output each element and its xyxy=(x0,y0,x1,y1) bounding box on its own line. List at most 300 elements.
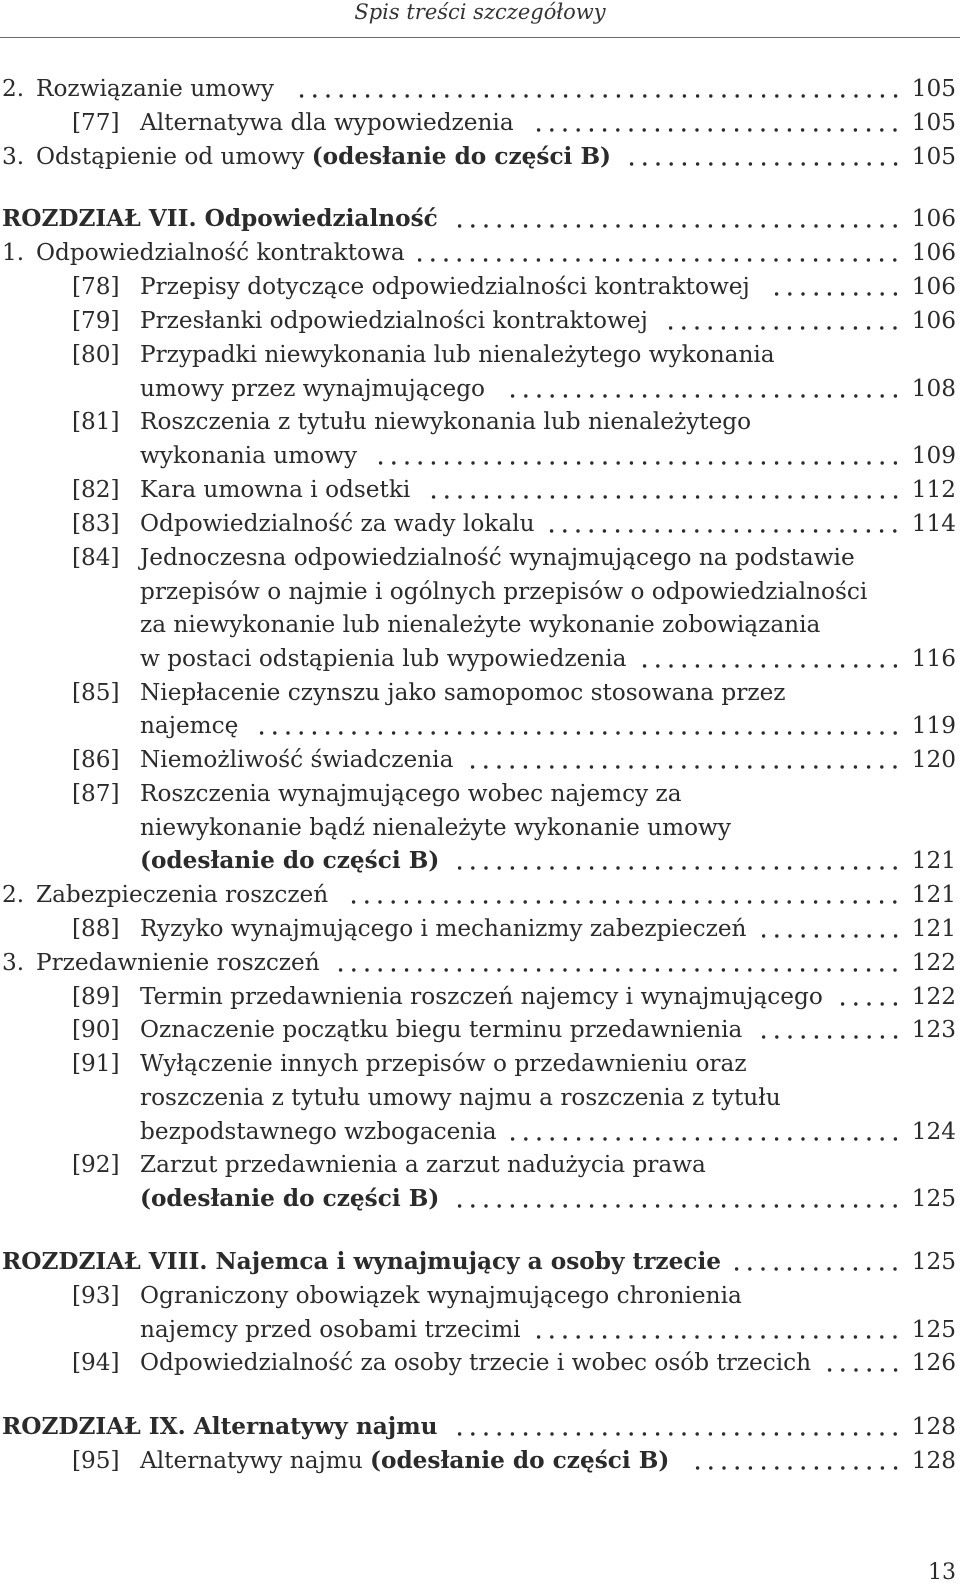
leader-dot xyxy=(563,258,566,261)
leader-dot xyxy=(761,1035,764,1038)
leader-dot xyxy=(827,292,830,295)
leader-dot xyxy=(827,1035,830,1038)
leader-dot xyxy=(471,731,474,734)
leader-dot xyxy=(497,1204,500,1207)
leader-dot xyxy=(682,968,685,971)
leader-dot xyxy=(775,1137,778,1140)
leader-dot xyxy=(841,394,844,397)
leader-dot xyxy=(445,258,448,261)
leader-dot xyxy=(788,1035,791,1038)
leader-dot xyxy=(854,1137,857,1140)
leader-dot xyxy=(629,968,632,971)
leader-dot xyxy=(788,765,791,768)
leader-dot xyxy=(511,224,514,227)
leader-dot xyxy=(616,1432,619,1435)
leader-dot xyxy=(709,1432,712,1435)
leader-dot xyxy=(550,1432,553,1435)
toc-entry-title-part: Wyłączenie innych przepisów o przedawnieniu oraz xyxy=(140,1050,747,1077)
leader-dot xyxy=(682,394,685,397)
toc-entry-page: 125 xyxy=(911,1248,956,1275)
leader-dot xyxy=(827,258,830,261)
leader-dot xyxy=(827,765,830,768)
leader-dot xyxy=(669,461,672,464)
leader-dot xyxy=(893,900,896,903)
leader-dot xyxy=(577,394,580,397)
leader-dot xyxy=(352,968,355,971)
leader-dot xyxy=(484,224,487,227)
leader-dot xyxy=(484,94,487,97)
toc-entry-title xyxy=(140,1346,811,1380)
leader-dot xyxy=(761,128,764,131)
leader-dot xyxy=(814,461,817,464)
leader-dot xyxy=(656,495,659,498)
leader-dot xyxy=(563,765,566,768)
leader-dot xyxy=(788,1432,791,1435)
leader-dot xyxy=(841,224,844,227)
leader-dot xyxy=(841,128,844,131)
leader-dot xyxy=(748,1432,751,1435)
leader-dot xyxy=(709,765,712,768)
toc-entry-title-part: Rozwiązanie umowy xyxy=(36,75,275,102)
leader-dot xyxy=(880,394,883,397)
leader-dot xyxy=(775,162,778,165)
toc-entry-title-part: niewykonanie bądź nienależyte wykonanie umowy xyxy=(140,814,732,841)
toc-entry-number: [95] xyxy=(72,1447,120,1474)
toc-entry-title-part: roszczenia z tytułu umowy najmu a roszczenia z tytułu xyxy=(140,1084,781,1111)
toc-entry-title xyxy=(2,202,438,236)
toc-entry-number: [88] xyxy=(72,915,120,942)
leader-dot xyxy=(590,731,593,734)
toc-entry-title xyxy=(140,912,747,946)
leader-dot xyxy=(656,258,659,261)
leader-dot xyxy=(735,1432,738,1435)
leader-dot xyxy=(748,394,751,397)
leader-dot xyxy=(854,94,857,97)
leader-dot xyxy=(880,1002,883,1005)
leader-dot xyxy=(656,461,659,464)
toc-entry xyxy=(0,1313,960,1347)
leader-dot xyxy=(841,1267,844,1270)
leader-dot xyxy=(775,529,778,532)
toc-entry-title-part: Zabezpieczenia roszczeń xyxy=(36,881,329,908)
toc-entry-title xyxy=(140,1148,706,1182)
toc-entry xyxy=(0,980,960,1014)
leader-dot xyxy=(722,900,725,903)
leader-dot xyxy=(854,394,857,397)
leader-dot xyxy=(841,1432,844,1435)
toc-entry xyxy=(0,1245,960,1279)
toc-entry-number: 2. xyxy=(2,881,25,908)
leader-dot xyxy=(431,731,434,734)
leader-dot xyxy=(616,1204,619,1207)
leader-dot xyxy=(880,1137,883,1140)
leader-dot xyxy=(511,258,514,261)
leader-dot xyxy=(775,224,778,227)
leader-dot xyxy=(524,900,527,903)
leader-dot xyxy=(761,1204,764,1207)
leader-dot xyxy=(841,765,844,768)
leader-dot xyxy=(814,1035,817,1038)
leader-dot xyxy=(735,94,738,97)
leader-dot xyxy=(827,934,830,937)
leader-dot xyxy=(682,1335,685,1338)
toc-entry xyxy=(0,912,960,946)
leader-dot xyxy=(735,461,738,464)
leader-dot xyxy=(537,495,540,498)
toc-entry-title-part: Alternatywy najmu xyxy=(140,1447,371,1474)
leader-dot xyxy=(577,94,580,97)
leader-dot xyxy=(629,1432,632,1435)
leader-dot xyxy=(788,394,791,397)
leader-dot xyxy=(550,128,553,131)
leader-dot xyxy=(669,664,672,667)
leader-dot xyxy=(273,731,276,734)
toc-entry-page: 123 xyxy=(911,1016,956,1043)
leader-dot xyxy=(405,94,408,97)
leader-dot xyxy=(643,1204,646,1207)
leader-dot xyxy=(814,529,817,532)
leader-dot xyxy=(709,529,712,532)
toc-entry-title-part: Odpowiedzialność za wady lokalu xyxy=(140,510,535,537)
toc-entry-title-part: wykonania umowy xyxy=(140,442,358,469)
leader-dot xyxy=(854,529,857,532)
leader-dot xyxy=(880,1466,883,1469)
toc-entry xyxy=(0,878,960,912)
leader-dot xyxy=(629,258,632,261)
leader-dot xyxy=(669,1335,672,1338)
leader-dot xyxy=(814,292,817,295)
toc-entry-title-part: Ryzyko wynajmującego i mechanizmy zabezpieczeń xyxy=(140,915,747,942)
leader-dot xyxy=(445,900,448,903)
leader-dot xyxy=(656,664,659,667)
leader-dot xyxy=(563,968,566,971)
toc-entry-page: 114 xyxy=(911,510,956,537)
toc-entry xyxy=(0,1444,960,1478)
leader-dot xyxy=(682,94,685,97)
leader-dot xyxy=(577,461,580,464)
leader-dot xyxy=(669,1137,672,1140)
leader-dot xyxy=(709,900,712,903)
leader-dot xyxy=(471,495,474,498)
leader-dot xyxy=(603,1204,606,1207)
leader-dot xyxy=(735,162,738,165)
toc-entry xyxy=(0,338,960,372)
toc-entry-page: 128 xyxy=(911,1447,956,1474)
leader-dot xyxy=(722,258,725,261)
leader-dot xyxy=(867,765,870,768)
leader-dot xyxy=(709,495,712,498)
leader-dot xyxy=(748,664,751,667)
leader-dot xyxy=(788,1335,791,1338)
leader-dot xyxy=(788,900,791,903)
leader-dot xyxy=(880,731,883,734)
leader-dot xyxy=(735,866,738,869)
leader-dot xyxy=(695,968,698,971)
leader-dot xyxy=(893,495,896,498)
leader-dot xyxy=(537,224,540,227)
leader-dot xyxy=(497,866,500,869)
leader-dot xyxy=(709,128,712,131)
leader-dot xyxy=(458,1432,461,1435)
leader-dot xyxy=(656,1137,659,1140)
leader-dot xyxy=(854,258,857,261)
leader-dot xyxy=(827,326,830,329)
leader-dot xyxy=(603,258,606,261)
toc-entry-number: [80] xyxy=(72,341,120,368)
leader-dot xyxy=(682,461,685,464)
leader-dot xyxy=(484,900,487,903)
leader-dot xyxy=(735,731,738,734)
leader-dot xyxy=(695,1204,698,1207)
dot-leader xyxy=(823,1346,902,1390)
leader-dot xyxy=(392,94,395,97)
leader-dot xyxy=(775,866,778,869)
leader-dot xyxy=(827,224,830,227)
leader-dot xyxy=(484,461,487,464)
leader-dot xyxy=(801,1204,804,1207)
leader-dot xyxy=(722,94,725,97)
leader-dot xyxy=(814,731,817,734)
toc-entry-number: 3. xyxy=(2,949,25,976)
leader-dot xyxy=(629,866,632,869)
leader-dot xyxy=(550,1204,553,1207)
toc-entry-title-part: bezpodstawnego wzbogacenia xyxy=(140,1118,497,1145)
toc-entry-title-part: Przypadki niewykonania lub nienależytego wykonania xyxy=(140,341,775,368)
toc-entry xyxy=(0,106,960,140)
toc-entry xyxy=(0,811,960,845)
leader-dot xyxy=(682,900,685,903)
leader-dot xyxy=(775,1432,778,1435)
leader-dot xyxy=(748,258,751,261)
leader-dot xyxy=(695,326,698,329)
leader-dot xyxy=(722,128,725,131)
leader-dot xyxy=(761,765,764,768)
leader-dot xyxy=(827,664,830,667)
toc-entry-number: [79] xyxy=(72,307,120,334)
leader-dot xyxy=(827,461,830,464)
toc-entry-title xyxy=(140,1279,742,1313)
leader-dot xyxy=(643,224,646,227)
toc-entry-title-part: Jednoczesna odpowiedzialność wynajmującego na podstawie xyxy=(140,544,855,571)
toc-entry-title-part: Odpowiedzialność kontraktowa xyxy=(36,239,405,266)
toc-entry-page: 105 xyxy=(911,143,956,170)
toc-entry-page: 112 xyxy=(911,476,956,503)
leader-dot xyxy=(524,495,527,498)
toc-entry-title xyxy=(140,642,626,676)
leader-dot xyxy=(497,968,500,971)
leader-dot xyxy=(577,1432,580,1435)
leader-dot xyxy=(735,1267,738,1270)
leader-dot xyxy=(827,1466,830,1469)
leader-dot xyxy=(497,1432,500,1435)
toc-entry-title-bold-part: (odesłanie do części B) xyxy=(140,847,440,874)
leader-dot xyxy=(682,128,685,131)
leader-dot xyxy=(722,664,725,667)
leader-dot xyxy=(748,1137,751,1140)
leader-dot xyxy=(497,258,500,261)
leader-dot xyxy=(722,529,725,532)
leader-dot xyxy=(524,224,527,227)
leader-dot xyxy=(682,162,685,165)
leader-dot xyxy=(392,968,395,971)
leader-dot xyxy=(854,1035,857,1038)
leader-dot xyxy=(841,495,844,498)
toc-entry-title xyxy=(140,541,855,575)
leader-dot xyxy=(761,664,764,667)
leader-dot xyxy=(656,1204,659,1207)
leader-dot xyxy=(893,765,896,768)
toc-entry-page: 108 xyxy=(911,375,956,402)
toc-entry-title xyxy=(140,338,775,372)
toc-entry-title-part: Termin przedawnienia roszczeń najemcy i wynajmującego xyxy=(140,983,823,1010)
leader-dot xyxy=(471,765,474,768)
leader-dot xyxy=(550,1335,553,1338)
leader-dot xyxy=(748,529,751,532)
leader-dot xyxy=(695,162,698,165)
leader-dot xyxy=(616,224,619,227)
leader-dot xyxy=(616,529,619,532)
leader-dot xyxy=(735,224,738,227)
leader-dot xyxy=(814,1204,817,1207)
leader-dot xyxy=(709,258,712,261)
leader-dot xyxy=(431,495,434,498)
leader-dot xyxy=(497,900,500,903)
leader-dot xyxy=(695,1335,698,1338)
leader-dot xyxy=(326,94,329,97)
leader-dot xyxy=(814,765,817,768)
toc-entry xyxy=(0,236,960,270)
toc-entry-page: 121 xyxy=(911,915,956,942)
leader-dot xyxy=(484,731,487,734)
leader-dot xyxy=(880,765,883,768)
leader-dot xyxy=(643,258,646,261)
leader-dot xyxy=(788,529,791,532)
leader-dot xyxy=(590,128,593,131)
leader-dot xyxy=(893,162,896,165)
leader-dot xyxy=(299,731,302,734)
leader-dot xyxy=(458,461,461,464)
leader-dot xyxy=(643,529,646,532)
leader-dot xyxy=(761,258,764,261)
toc-entry-title xyxy=(140,1081,781,1115)
leader-dot xyxy=(880,1335,883,1338)
leader-dot xyxy=(577,900,580,903)
leader-dot xyxy=(669,94,672,97)
leader-dot xyxy=(788,258,791,261)
leader-dot xyxy=(748,765,751,768)
leader-dot xyxy=(735,529,738,532)
leader-dot xyxy=(735,968,738,971)
leader-dot xyxy=(788,94,791,97)
toc-entry-title xyxy=(140,1444,669,1478)
leader-dot xyxy=(550,968,553,971)
leader-dot xyxy=(775,495,778,498)
leader-dot xyxy=(867,529,870,532)
leader-dot xyxy=(669,495,672,498)
toc-entry-number: [89] xyxy=(72,983,120,1010)
leader-dot xyxy=(695,529,698,532)
toc-entry-number: [84] xyxy=(72,544,120,571)
toc-entry-page: 106 xyxy=(911,239,956,266)
leader-dot xyxy=(379,94,382,97)
leader-dot xyxy=(814,1432,817,1435)
leader-dot xyxy=(524,461,527,464)
leader-dot xyxy=(854,1432,857,1435)
leader-dot xyxy=(656,394,659,397)
leader-dot xyxy=(880,934,883,937)
leader-dot xyxy=(854,292,857,295)
leader-dot xyxy=(893,258,896,261)
leader-dot xyxy=(471,1432,474,1435)
toc-entry-number: [81] xyxy=(72,408,120,435)
leader-dot xyxy=(867,1002,870,1005)
leader-dot xyxy=(801,866,804,869)
leader-dot xyxy=(563,1432,566,1435)
leader-dot xyxy=(550,461,553,464)
leader-dot xyxy=(365,968,368,971)
leader-dot xyxy=(352,900,355,903)
leader-dot xyxy=(814,94,817,97)
leader-dot xyxy=(418,731,421,734)
leader-dot xyxy=(788,292,791,295)
leader-dot xyxy=(431,968,434,971)
leader-dot xyxy=(709,1137,712,1140)
leader-dot xyxy=(801,1466,804,1469)
leader-dot xyxy=(735,495,738,498)
leader-dot xyxy=(339,731,342,734)
toc-entry-page: 121 xyxy=(911,881,956,908)
leader-dot xyxy=(722,326,725,329)
toc-entry-title xyxy=(140,270,750,304)
leader-dot xyxy=(867,128,870,131)
leader-dot xyxy=(629,162,632,165)
leader-dot xyxy=(643,866,646,869)
leader-dot xyxy=(537,94,540,97)
toc-entry-number: 2. xyxy=(2,75,25,102)
toc-entry-title xyxy=(140,106,514,140)
toc-entry-page: 126 xyxy=(911,1349,956,1376)
leader-dot xyxy=(643,1432,646,1435)
leader-dot xyxy=(524,1432,527,1435)
toc-entry-title-part: Niepłacenie czynszu jako samopomoc stosowana przez xyxy=(140,679,786,706)
leader-dot xyxy=(511,461,514,464)
leader-dot xyxy=(880,968,883,971)
leader-dot xyxy=(841,162,844,165)
leader-dot xyxy=(656,731,659,734)
toc-entry-title xyxy=(140,743,453,777)
leader-dot xyxy=(669,326,672,329)
toc-entry-title-bold-part: (odesłanie do części B) xyxy=(370,1447,670,1474)
toc-entry-number: 3. xyxy=(2,143,25,170)
leader-dot xyxy=(524,258,527,261)
toc-entry-title-part: Kara umowna i odsetki xyxy=(140,476,411,503)
leader-dot xyxy=(801,1035,804,1038)
leader-dot xyxy=(867,1335,870,1338)
leader-dot xyxy=(801,731,804,734)
leader-dot xyxy=(788,866,791,869)
leader-dot xyxy=(814,664,817,667)
leader-dot xyxy=(669,394,672,397)
leader-dot xyxy=(880,461,883,464)
leader-dot xyxy=(603,461,606,464)
leader-dot xyxy=(577,495,580,498)
leader-dot xyxy=(537,461,540,464)
leader-dot xyxy=(867,292,870,295)
leader-dot xyxy=(814,326,817,329)
leader-dot xyxy=(867,224,870,227)
leader-dot xyxy=(590,968,593,971)
leader-dot xyxy=(880,94,883,97)
